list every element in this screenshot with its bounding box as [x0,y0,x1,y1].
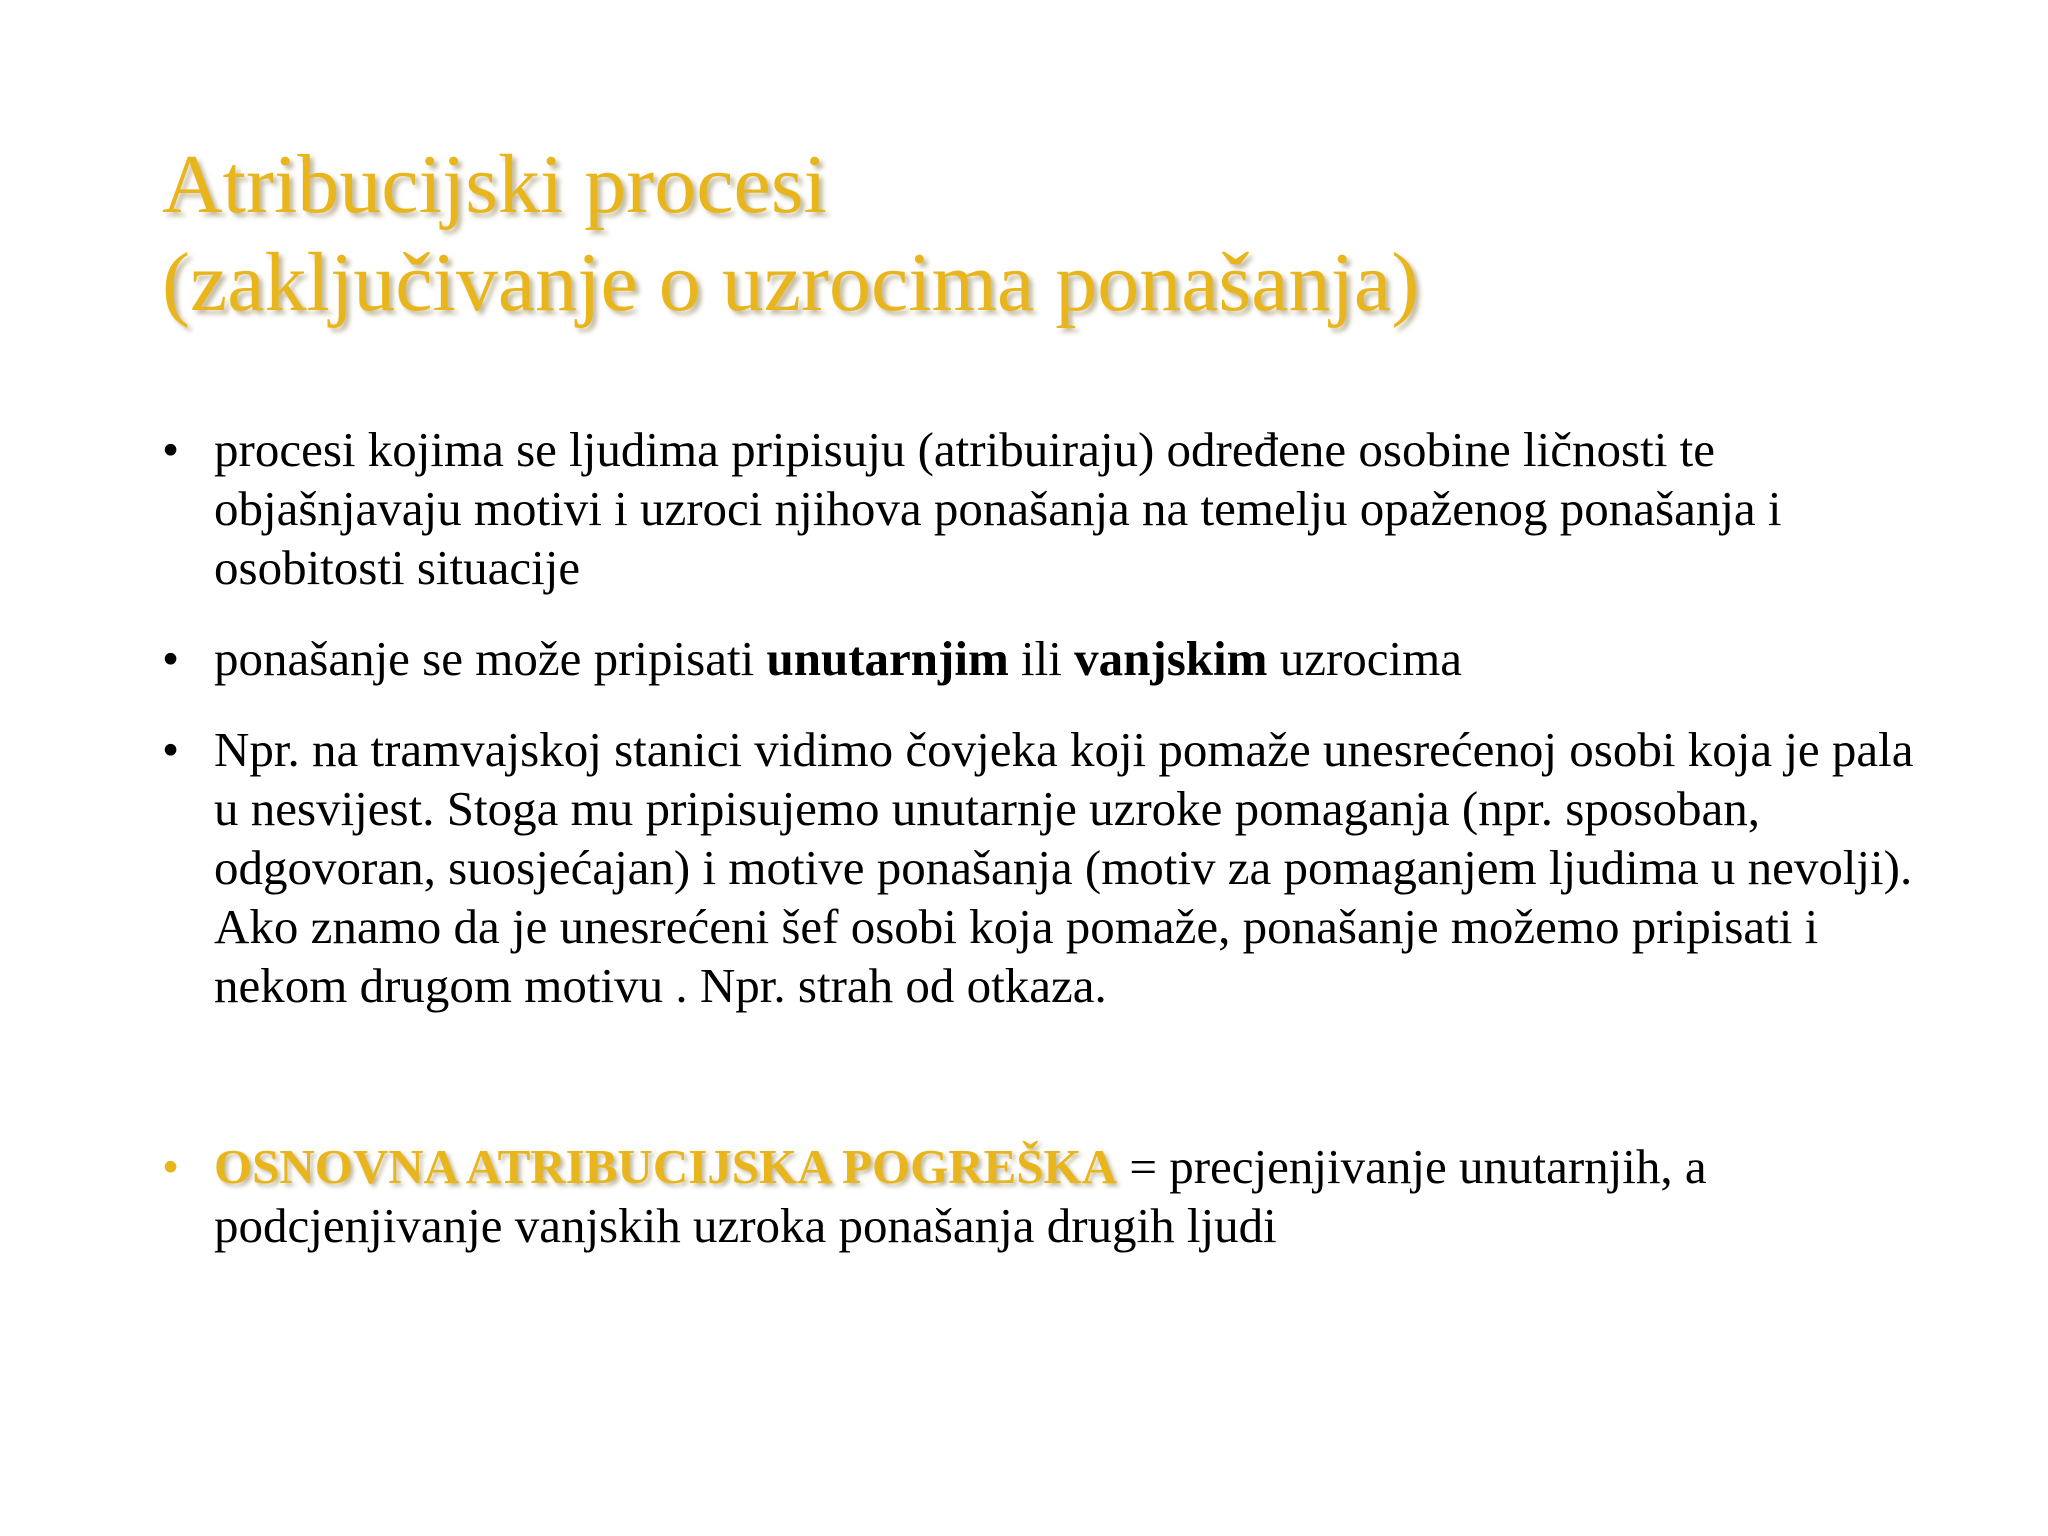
title-line-2: (zaključivanje o uzrocima ponašanja) [162,236,1420,329]
fundamental-error-definition: = precjenjivanje unutarnjih, a podcjenjivanje vanjskih uzroka ponašanja drugih ljudi [214,1139,1707,1253]
bullet-list [162,420,1922,1255]
bullet-dot: • [162,422,180,477]
bullet-text-causes-part3: uzrocima [1267,631,1462,686]
bullet-dot: • [162,631,180,686]
bullet-dot: • [162,722,180,777]
slide-title [162,136,1962,332]
bullet-text-external: vanjskim [1074,631,1268,686]
bullet-dot: • [162,1139,180,1194]
bullet-text-definition: procesi kojima se ljudima pripisuju (atribuiraju) određene osobine ličnosti te objašnjavaju motivi i uzroci njihova ponašanja na temelju opaženog ponašanja i osobitosti situacije [214,422,1782,595]
bullet-text-internal: unutarnjim [766,631,1009,686]
title-line-1: Atribucijski procesi [162,138,827,231]
fundamental-error-term: OSNOVNA ATRIBUCIJSKA POGREŠKA [214,1139,1118,1194]
bullet-item-causes [162,629,1922,688]
bullet-item-example [162,720,1922,1015]
bullet-text-causes-part1: ponašanje se može pripisati [214,631,767,686]
bullet-text-causes-part2: ili [1008,631,1075,686]
bullet-text-example: Npr. na tramvajskoj stanici vidimo čovjeka koji pomaže unesrećenoj osobi koja je pala u nesvijest. Stoga mu pripisujemo unutarnje uzroke pomaganja (npr. sposoban, odgovoran, suosjećajan) i motive ponašanja (motiv za pomaganjem ljudima u nevolji). Ako znamo da je unesrećeni šef osobi koja pomaže, ponašanje možemo pripisati i nekom drugom motivu . Npr. strah od otkaza. [214,722,1914,1013]
bullet-item-fundamental-error [162,1137,1922,1255]
bullet-item-definition [162,420,1922,597]
